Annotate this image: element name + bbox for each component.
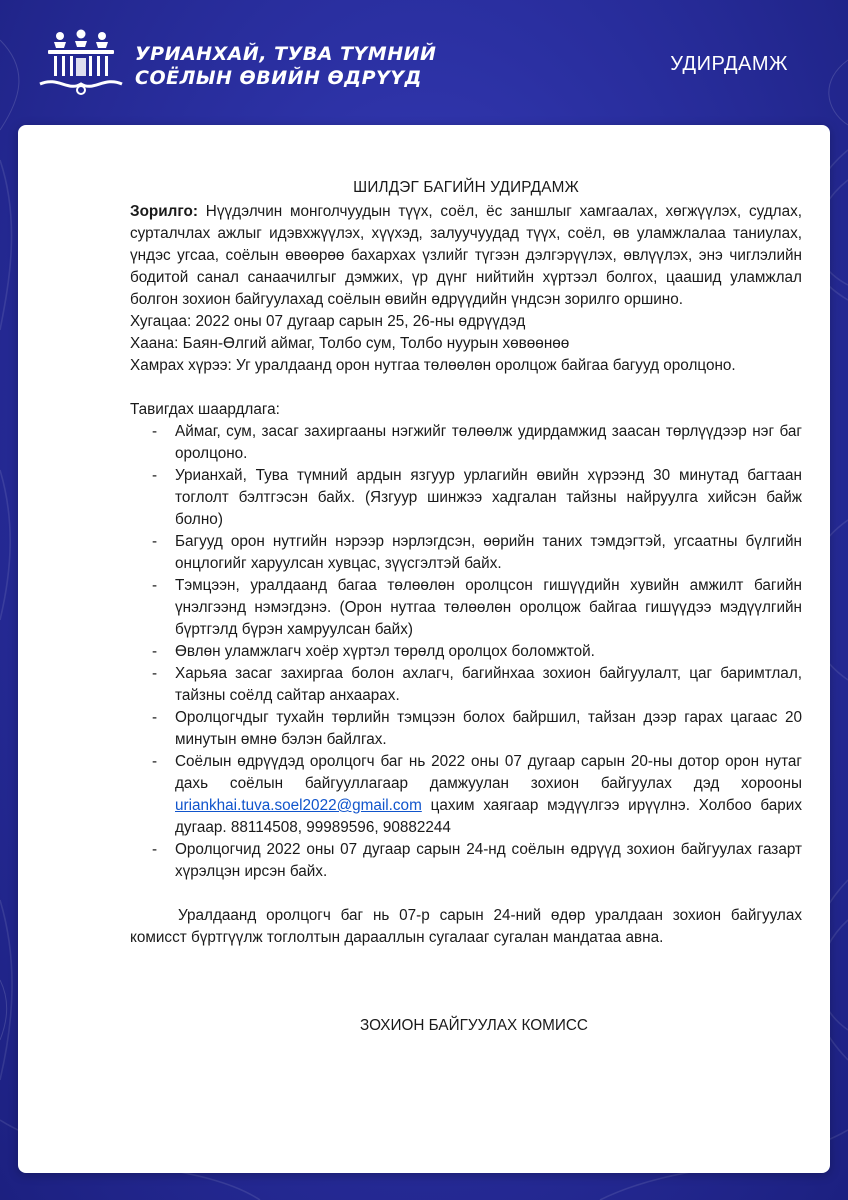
bullet-dash: - [152,423,158,440]
requirement-text: Харьяа засаг захиргаа болон ахлагч, багийнхаа зохион байгуулалт, цаг баримтлал, тайзны соёлд сайтар анхаарах. [175,665,802,704]
requirement-text: Оролцогчид 2022 оны 07 дугаар сарын 24-нд соёлын өдрүүд зохион байгуулах газарт хүрэлцэн ирсэн байх. [175,841,802,880]
bullet-dash: - [152,753,158,770]
requirements-list [130,421,802,883]
bullet-dash: - [152,533,158,550]
requirement-text: Оролцогчдыг тухайн төрлийн тэмцээн болох байршил, тайзан дээр гарах цагаас 20 минутын өмнө бэлэн байлгах. [175,709,802,748]
email-link[interactable]: uriankhai.tuva.soel2022@gmail.com [175,797,422,814]
requirement-text: Тэмцээн, уралдаанд багаа төлөөлөн оролцсон гишүүдийн хувийн амжилт багийн үнэлгээнд нэмэгдэнэ. (Орон нутгаа төлөөлөн оролцож байгаа гишүүдээ мэдүүлгийн бүртгэлд бүрэн хамруулсан байх) [175,577,802,638]
bullet-dash: - [152,577,158,594]
place-line: Хаана: Баян-Өлгий аймаг, Толбо сум, Толбо нуурын хөвөөнөө [130,335,570,352]
closing-paragraph: Уралдаанд оролцогч баг нь 07-р сарын 24-ний өдөр уралдаан зохион байгуулах комисст бүртгүүлж тоглолтын дарааллын сугалааг сугалан мандатаа авна. [130,907,802,946]
goal-label: Зорилго: [130,203,198,220]
document-title: ШИЛДЭГ БАГИЙН УДИРДАМЖ [353,179,579,196]
requirement-text: Урианхай, Тува түмний ардын язгуур урлагийн өвийн хүрээнд 30 минутад багтаан тоглолт бэлтгэсэн байх. (Язгуур шинжээ хадгалан тайзны найруулга хийсэн байж болно) [175,467,802,528]
bullet-dash: - [152,709,158,726]
document-body [130,177,802,1052]
scope-line: Хамрах хүрээ: Уг уралдаанд орон нутгаа төлөөлөн оролцож байгаа багууд оролцоно. [130,357,736,374]
bullet-dash: - [152,643,158,660]
registration-text: Соёлын өдрүүдэд оролцогч баг нь 2022 оны 07 дугаар сарын 20-ны дотор орон нутаг дахь соёлын байгууллагаар дамжуулан зохион байгуулах дэд хорооны [175,753,802,792]
page-header [0,0,848,125]
requirement-text [175,751,802,839]
requirements-heading: Тавигдах шаардлага: [130,401,280,418]
goal-text: Нүүдэлчин монголчуудын түүх, соёл, ёс заншлыг хамгаалах, хөгжүүлэх, судлах, сурталчлах ажлыг идэвхжүүлэх, хүүхэд, залуучуудад түүх, соёл, өв уламжлалаа таниулах, үндэс угсаа, соёлын өвөөрөө бахархах үзлийг түгээн дэлгэрүүлэх, өвлүүлэх, энэ чиглэлийн бодитой санал санаачилгыг дэмжих, үр дүнг нийтийн хүртээл болгох, цаашид уламжлал болгон зохион байгуулахад соёлын өвийн өдрүүдийн үндсэн зорилго оршино. [130,203,803,308]
list-item [130,531,802,575]
list-item [130,641,802,663]
org-name-line-1: УРИАНХАЙ, ТУВА ТҮМНИЙ [135,43,437,65]
festival-emblem-icon [38,28,124,98]
list-item [130,421,802,465]
list-item [130,839,802,883]
requirement-text: Аймаг, сум, засаг захиргааны нэгжийг төлөөлж удирдамжид заасан төрлүүдээр нэг баг оролцоно. [175,423,802,462]
bullet-dash: - [152,841,158,858]
goal-paragraph [130,201,802,311]
contact-text: цахим хаягаар мэдүүлгээ ирүүлнэ. Холбоо барих дугаар. 88114508, 99989596, 90882244 [175,797,803,836]
bullet-dash: - [152,665,158,682]
bullet-dash: - [152,467,158,484]
list-item [130,465,802,531]
list-item [130,575,802,641]
document-type-label: УДИРДАМЖ [670,53,788,75]
document-page [18,125,830,1173]
org-name-line-2: СОЁЛЫН ӨВИЙН ӨДРҮҮД [135,67,422,89]
requirement-text: Багууд орон нутгийн нэрээр нэрлэгдсэн, өөрийн таних тэмдэгтэй, угсаатны бүлгийн онцлогийг харуулсан хувцас, зүүсгэлтэй байх. [175,533,802,572]
organization-name [135,42,436,90]
signature-line: ЗОХИОН БАЙГУУЛАХ КОМИСС [360,1017,588,1034]
list-item [130,751,802,839]
list-item [130,663,802,707]
list-item [130,707,802,751]
date-line: Хугацаа: 2022 оны 07 дугаар сарын 25, 26-ны өдрүүдэд [130,313,526,330]
requirement-text: Өвлөн уламжлагч хоёр хүртэл төрөлд оролцох боломжтой. [175,643,595,660]
